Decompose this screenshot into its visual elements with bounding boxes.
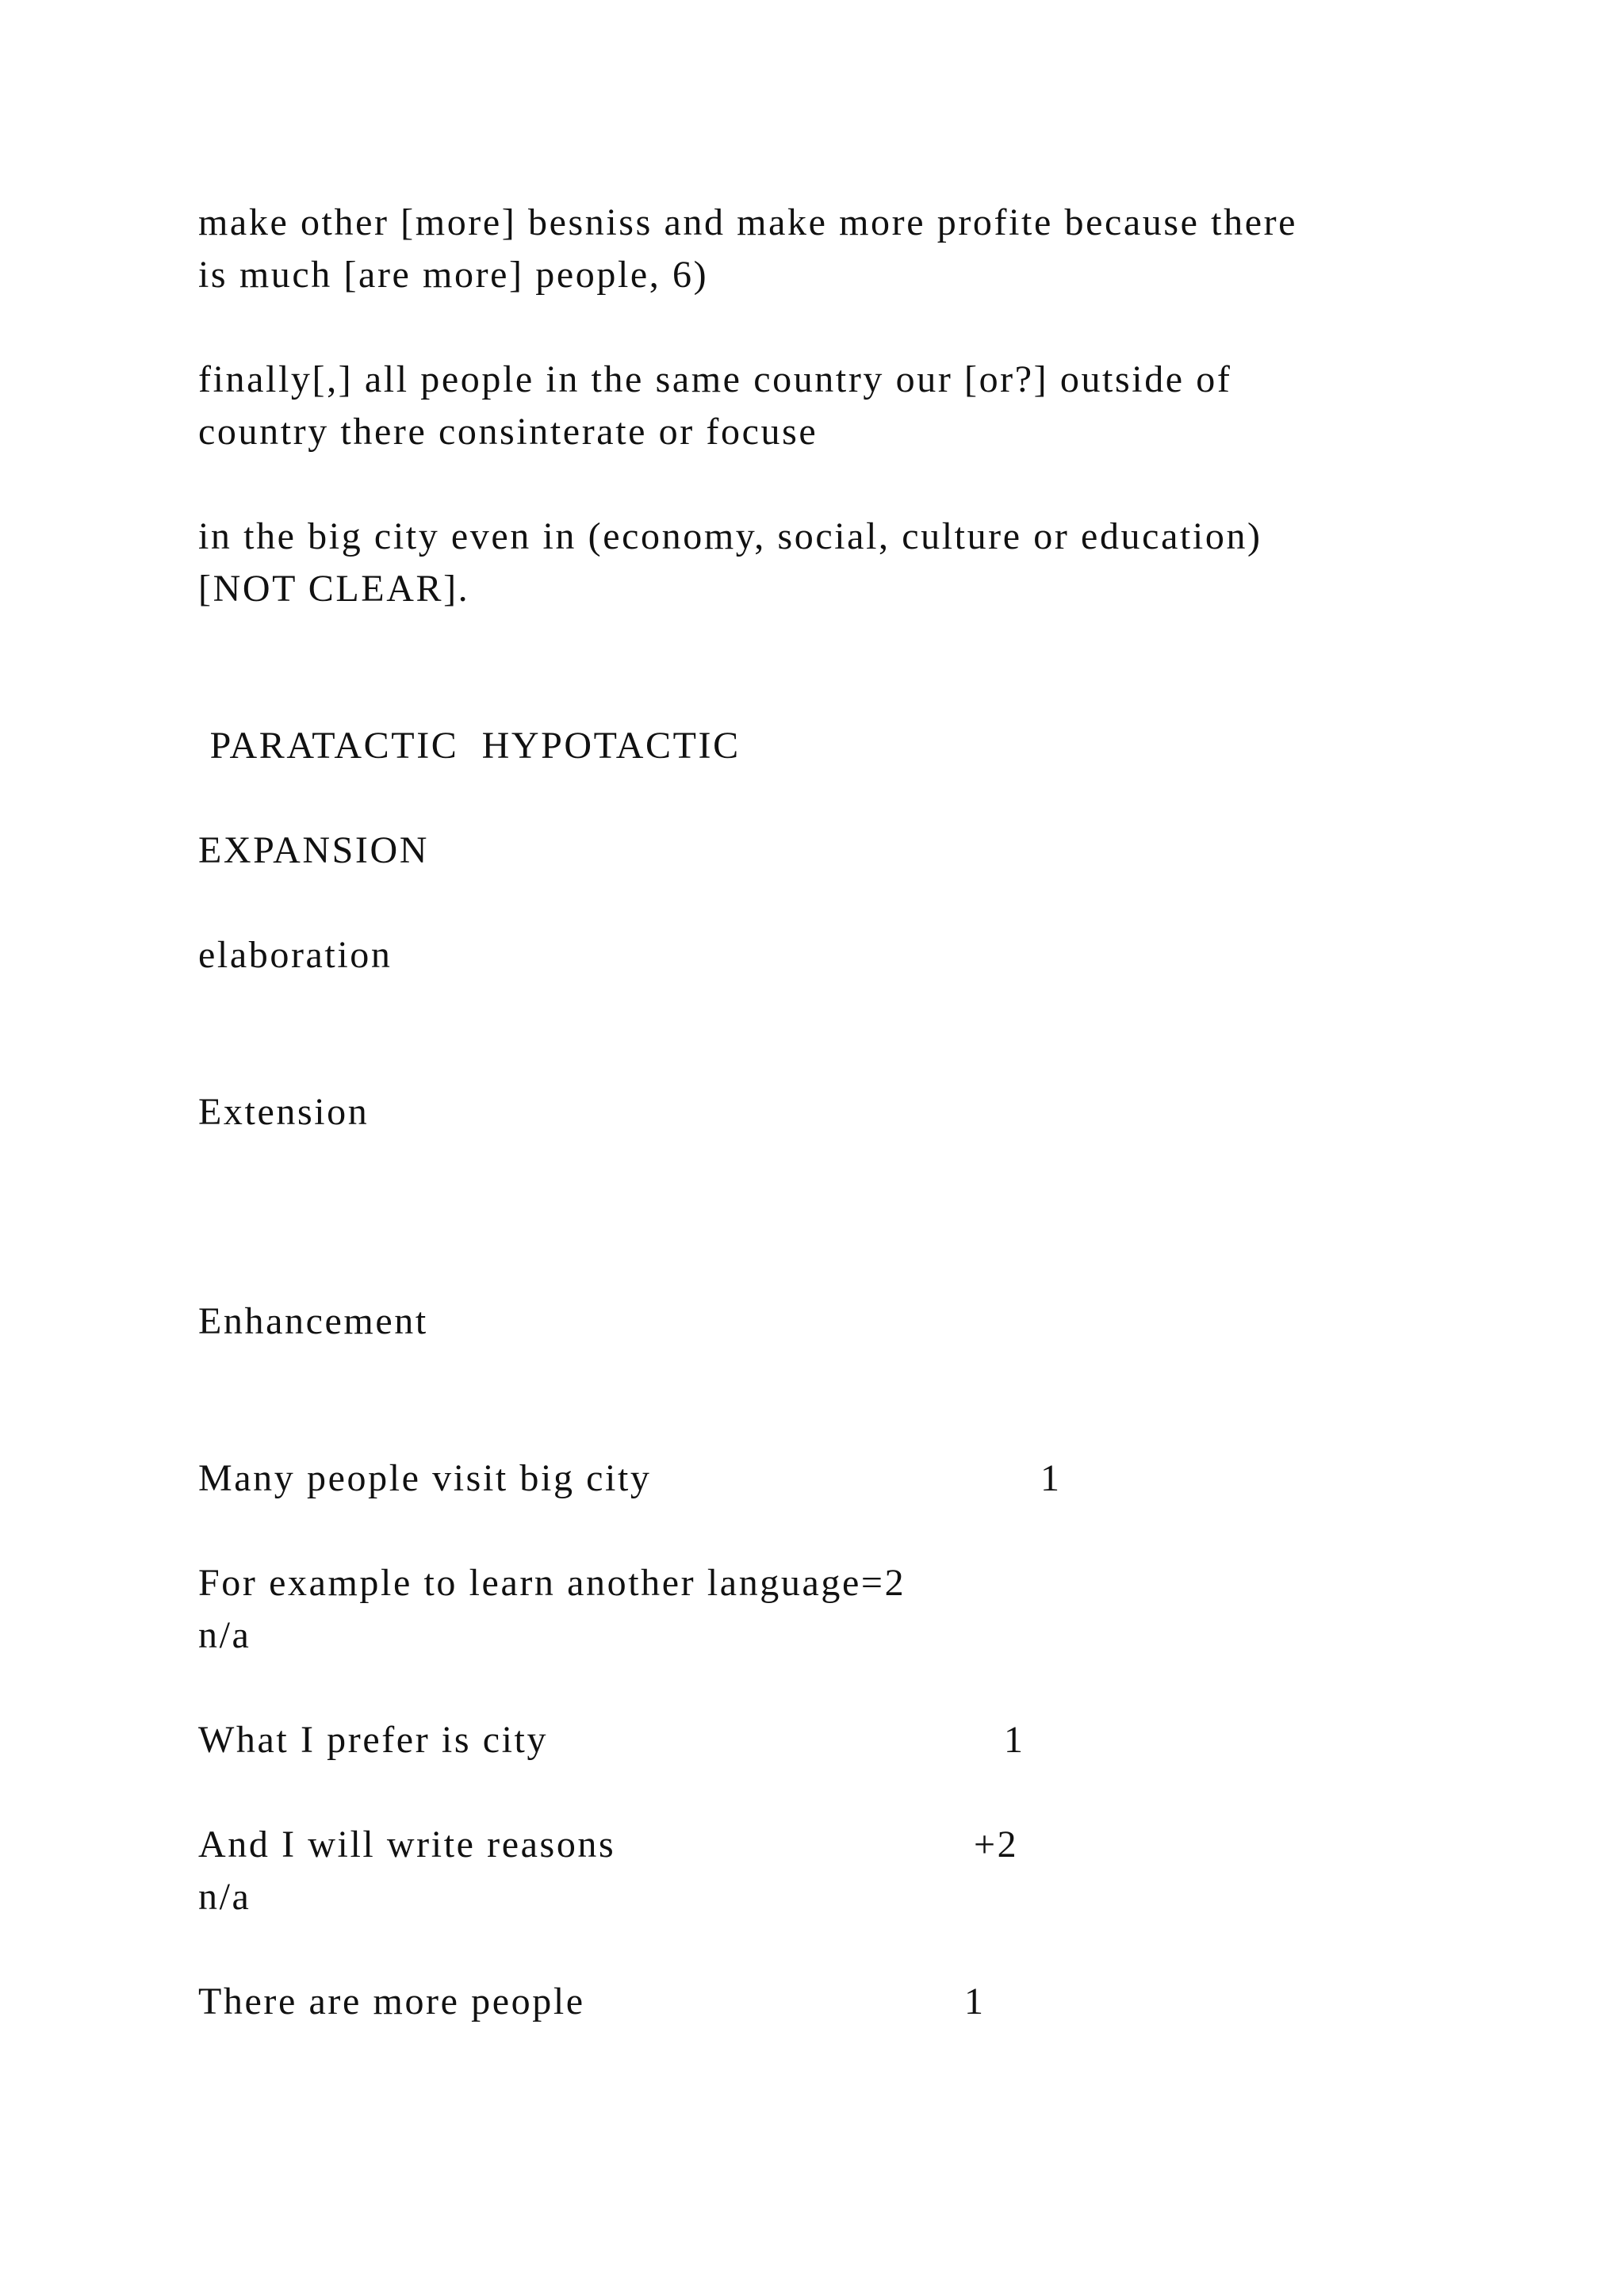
clause-2-text: For example to learn another language=2 — [198, 1562, 906, 1604]
clause-1-text: Many people visit big city — [198, 1457, 652, 1499]
table-header: PARATACTIC HYPOTACTIC — [198, 725, 741, 767]
category-extension: Extension — [198, 1091, 370, 1133]
clause-4-note: n/a — [198, 1876, 251, 1918]
clause-2-note: n/a — [198, 1614, 251, 1656]
paragraph-2-line-1: finally[,] all people in the same country our [or?] outside of — [198, 358, 1232, 400]
paragraph-1-line-2: is much [are more] people, 6) — [198, 254, 709, 296]
clause-4-mark: +2 — [974, 1823, 1019, 1866]
category-enhancement: Enhancement — [198, 1300, 428, 1342]
paragraph-2-line-2: country there consinterate or focuse — [198, 411, 818, 453]
clause-1-mark: 1 — [1040, 1457, 1062, 1499]
paragraph-1-line-1: make other [more] besniss and make more profite because there — [198, 201, 1298, 243]
paragraph-3-line-2: [NOT CLEAR]. — [198, 568, 470, 610]
clause-3-mark: 1 — [1004, 1719, 1025, 1761]
clause-5-mark: 1 — [964, 1980, 986, 2022]
clause-3-text: What I prefer is city — [198, 1719, 549, 1761]
category-expansion: EXPANSION — [198, 829, 430, 871]
category-elaboration: elaboration — [198, 934, 393, 976]
clause-4-text: And I will write reasons — [198, 1823, 616, 1866]
paragraph-3-line-1: in the big city even in (economy, social, culture or education) — [198, 515, 1262, 557]
clause-5-text: There are more people — [198, 1980, 585, 2022]
